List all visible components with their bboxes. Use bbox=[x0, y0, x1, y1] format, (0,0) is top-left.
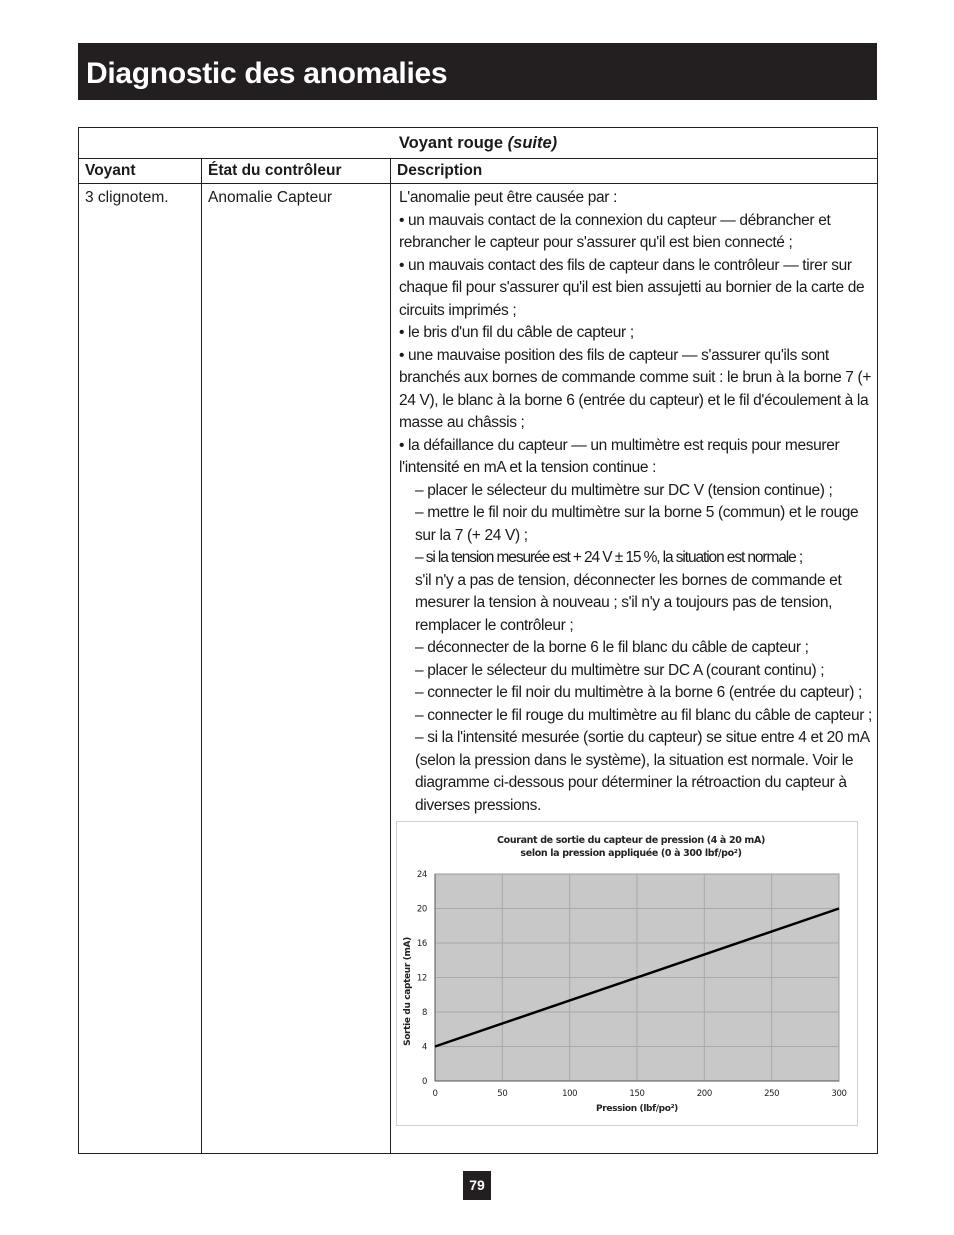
y-tick-label: 20 bbox=[416, 904, 427, 915]
description-line: – déconnecter de la borne 6 le fil blanc du câble de capteur ; bbox=[415, 639, 809, 656]
voyant-cell: 3 clignotem. bbox=[85, 189, 169, 206]
column-header-etat: État du contrôleur bbox=[202, 159, 391, 184]
description-line: – connecter le fil noir du multimètre à la borne 6 (entrée du capteur) ; bbox=[415, 684, 862, 701]
chart-title-line1: Courant de sortie du capteur de pression (4 à 20 mA) bbox=[497, 835, 765, 846]
y-tick-label: 4 bbox=[421, 1042, 427, 1053]
y-tick-label: 12 bbox=[416, 973, 427, 984]
etat-cell: Anomalie Capteur bbox=[208, 189, 333, 206]
y-tick-label: 24 bbox=[416, 870, 427, 880]
x-tick-label: 200 bbox=[696, 1089, 712, 1099]
x-tick-label: 0 bbox=[432, 1089, 438, 1099]
description-line: – si la l'intensité mesurée (sortie du capteur) se situe entre 4 et 20 mA (selon la pression dans le système), la situation est normale. Voir le diagramme ci-dessous pour déterminer la rétroaction du capteur à diverses pressions. bbox=[415, 729, 869, 814]
description-line: – mettre le fil noir du multimètre sur la borne 5 (commun) et le rouge sur la 7 (+ 24 V) ; bbox=[415, 504, 859, 544]
description-line: – placer le sélecteur du multimètre sur DC A (courant continu) ; bbox=[415, 661, 825, 679]
description-line: • un mauvais contact des fils de capteur dans le contrôleur — tirer sur chaque fil pour s'assurer qu'il est bien assujetti au bornier de la carte de circuits imprimés ; bbox=[399, 256, 865, 319]
page-header-bar bbox=[78, 43, 877, 100]
y-tick-label: 8 bbox=[421, 1008, 427, 1018]
x-tick-label: 250 bbox=[764, 1089, 780, 1099]
y-tick-label: 16 bbox=[416, 939, 427, 949]
description-line: – si la tension mesurée est + 24 V ± 15 %, la situation est normale ; bbox=[415, 549, 803, 566]
chart-title-line2: selon la pression appliquée (0 à 300 lbf/po²) bbox=[520, 848, 742, 859]
description-line: s'il n'y a pas de tension, déconnecter les bornes de commande et mesurer la tension à nouveau ; s'il n'y a toujours pas de tension, remplacer le contrôleur ; bbox=[415, 571, 842, 634]
sensor-output-chart bbox=[396, 821, 858, 1126]
x-axis-label: Pression (lbf/po²) bbox=[596, 1104, 678, 1114]
table-caption-suite: (suite) bbox=[507, 134, 558, 152]
x-tick-label: 50 bbox=[497, 1089, 508, 1099]
description-line: • une mauvaise position des fils de capteur — s'assurer qu'ils sont branchés aux bornes de commande comme suit : le brun à la borne 7 (+ 24 V), le blanc à la borne 6 (entrée du capteur) et le fil d'écoulement à la masse au châssis ; bbox=[399, 346, 872, 431]
description-line: • un mauvais contact de la connexion du capteur — débrancher et rebrancher le capteur pour s'assurer qu'il est bien connecté ; bbox=[399, 211, 831, 251]
page-number: 79 bbox=[463, 1171, 491, 1200]
description-line: – placer le sélecteur du multimètre sur DC V (tension continue) ; bbox=[415, 481, 833, 499]
table-caption-text: Voyant rouge bbox=[398, 134, 504, 152]
x-tick-label: 150 bbox=[629, 1089, 645, 1099]
table-row bbox=[79, 184, 878, 1154]
page-title: Diagnostic des anomalies bbox=[86, 57, 448, 90]
x-tick-label: 100 bbox=[562, 1089, 578, 1099]
description-cell bbox=[391, 184, 878, 1154]
y-axis-label: Sortie du capteur (mA) bbox=[403, 937, 413, 1046]
description-line: • le bris d'un fil du câble de capteur ; bbox=[399, 324, 634, 341]
chart-svg bbox=[397, 822, 857, 1125]
y-tick-label: 0 bbox=[421, 1077, 427, 1087]
description-line: – connecter le fil rouge du multimètre au fil blanc du câble de capteur ; bbox=[415, 706, 872, 724]
description-line: • la défaillance du capteur — un multimètre est requis pour mesurer l'intensité en mA et la tension continue : bbox=[399, 436, 840, 476]
table-caption bbox=[79, 128, 878, 159]
column-header-description: Description bbox=[391, 159, 878, 184]
column-header-voyant: Voyant bbox=[79, 159, 202, 184]
description-list bbox=[399, 187, 875, 817]
troubleshooting-table bbox=[78, 127, 878, 1154]
x-tick-label: 300 bbox=[831, 1089, 847, 1099]
description-line: L'anomalie peut être causée par : bbox=[399, 189, 618, 206]
